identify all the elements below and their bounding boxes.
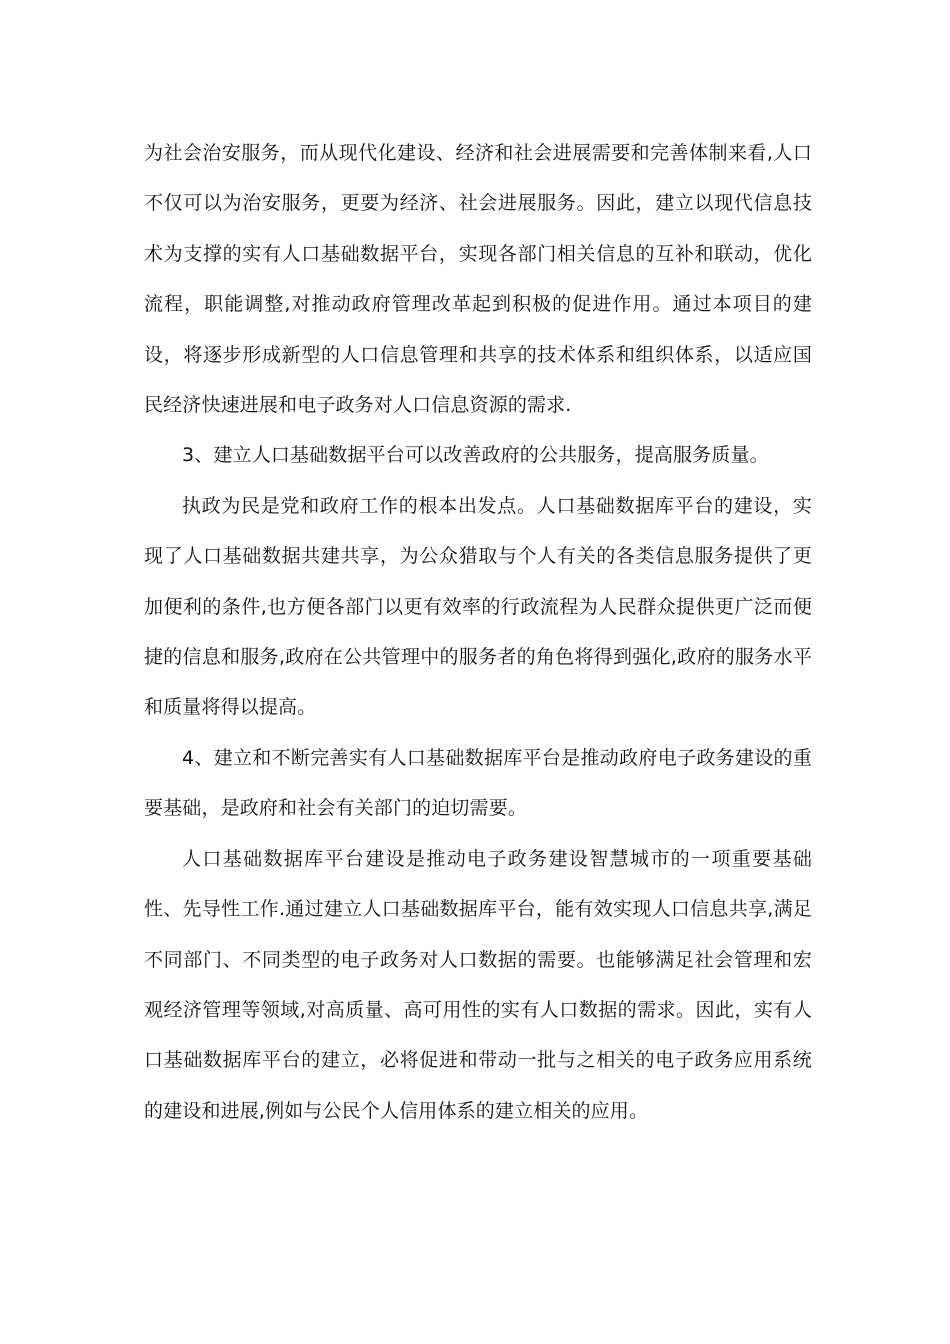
paragraph-continuation: 为社会治安服务，而从现代化建设、经济和社会进展需要和完善体制来看,人口不仅可以为治安服务，更要为经济、社会进展服务。因此，建立以现代信息技术为支撑的实有人口基础数据平台，实现各部门相关信息的互补和联动，优化流程，职能调整,对推动政府管理改革起到积极的促进作用。通过本项目的建设，将逐步形成新型的人口信息管理和共享的技术体系和组织体系，以适应国民经济快速进展和电子政务对人口信息资源的需求. bbox=[144, 142, 812, 417]
paragraph-public-service: 执政为民是党和政府工作的根本出发点。人口基础数据库平台的建设，实现了人口基础数据共建共享，为公众猎取与个人有关的各类信息服务提供了更加便利的条件,也方便各部门以更有效率的行政流程为人民群众提供更广泛而便捷的信息和服务,政府在公共管理中的服务者的角色将得到强化,政府的服务水平和质量将得以提高。 bbox=[144, 494, 812, 719]
document-body bbox=[144, 128, 812, 1136]
paragraph-point-4-heading: 4、建立和不断完善实有人口基础数据库平台是推动政府电子政务建设的重要基础，是政府和社会有关部门的迫切需要。 bbox=[144, 746, 812, 820]
paragraph-point-3-heading: 3、建立人口基础数据平台可以改善政府的公共服务，提高服务质量。 bbox=[182, 444, 769, 467]
paragraph-egov-foundation: 人口基础数据库平台建设是推动电子政务建设智慧城市的一项重要基础性、先导性工作.通过建立人口基础数据库平台，能有效实现人口信息共享,满足不同部门、不同类型的电子政务对人口数据的需要。也能够满足社会管理和宏观经济管理等领域,对高质量、高可用性的实有人口数据的需求。因此，实有人口基础数据库平台的建立，必将促进和带动一批与之相关的电子政务应用系统的建设和进展,例如与公民个人信用体系的建立相关的应用。 bbox=[144, 847, 812, 1122]
